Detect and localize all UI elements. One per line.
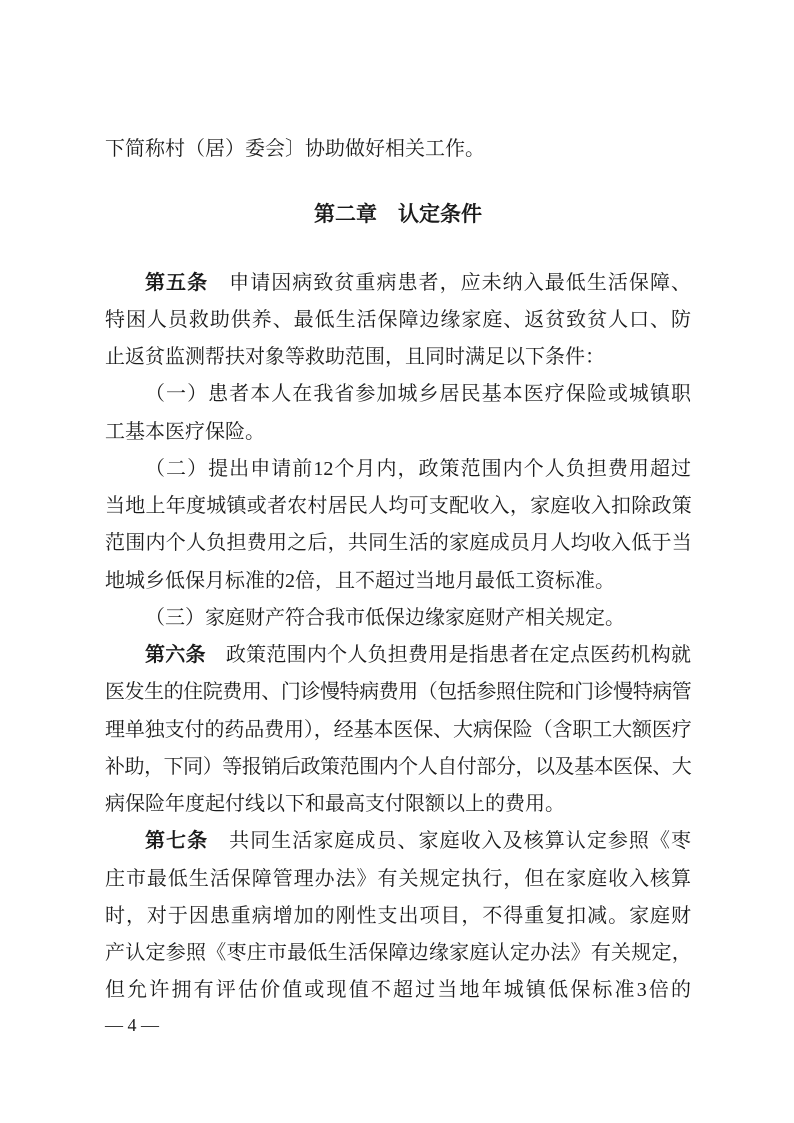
text-line-content: 共同生活家庭成员、家庭收入及核算认定参照《枣 xyxy=(228,830,692,853)
condition-item-2 xyxy=(105,451,691,600)
text-line: 理单独支付的药品费用），经基本医保、大病保险（含职工大额医疗 xyxy=(105,718,691,741)
continuation-line: 下简称村（居）委会〕协助做好相关工作。 xyxy=(105,138,485,160)
text-line: 病保险年度起付线以下和最高支付限额以上的费用。 xyxy=(105,793,565,815)
body-text xyxy=(105,131,691,1010)
text-line: 庄市最低生活保障管理办法》有关规定执行，但在家庭收入核算 xyxy=(105,867,691,890)
article-6 xyxy=(105,637,691,823)
text-line: 止返贫监测帮扶对象等救助范围，且同时满足以下条件： xyxy=(105,346,605,368)
chapter-heading: 第二章 认定条件 xyxy=(314,203,482,227)
text-line: 医发生的住院费用、门诊慢特病费用（包括参照住院和门诊慢特病管 xyxy=(105,681,691,704)
text-line: 时，对于因患重病增加的刚性支出项目，不得重复扣减。家庭财 xyxy=(105,904,691,927)
text-line: 地城乡低保月标准的2倍，且不超过当地月最低工资标准。 xyxy=(105,569,615,592)
text-line: 工基本医疗保险。 xyxy=(105,420,265,443)
text-line: （一）患者本人在我省参加城乡居民基本医疗保险或城镇职 xyxy=(145,383,691,406)
article-label: 第七条 xyxy=(145,830,209,853)
text-line: 补助，下同）等报销后政策范围内个人自付部分，以及基本医保、大 xyxy=(105,755,691,778)
condition-item-3 xyxy=(105,600,691,637)
text-line-content: 申请因病致贫重病患者，应未纳入最低生活保障、 xyxy=(228,271,692,294)
condition-item-1 xyxy=(105,376,691,451)
page-number: — 4 — xyxy=(105,1015,159,1035)
text-line: （二）提出申请前12个月内，政策范围内个人负担费用超过 xyxy=(145,457,691,480)
text-line: 当地上年度城镇或者农村居民人均可支配收入，家庭收入扣除政策 xyxy=(105,495,691,517)
article-label: 第五条 xyxy=(145,271,209,294)
text-line: 特困人员救助供养、最低生活保障边缘家庭、返贫致贫人口、防 xyxy=(105,308,691,331)
article-5 xyxy=(105,265,691,638)
text-line: 范围内个人负担费用之后，共同生活的家庭成员月人均收入低于当 xyxy=(105,532,691,555)
text-line: （三）家庭财产符合我市低保边缘家庭财产相关规定。 xyxy=(145,606,625,629)
text-line xyxy=(105,823,691,860)
text-line xyxy=(105,637,691,674)
article-7 xyxy=(105,823,691,1009)
text-line: 产认定参照《枣庄市最低生活保障边缘家庭认定办法》有关规定， xyxy=(105,942,691,964)
articles xyxy=(105,265,691,1010)
article-label: 第六条 xyxy=(145,644,206,666)
text-line: 但允许拥有评估价值或现值不超过当地年城镇低保标准3倍的 xyxy=(105,979,691,1002)
text-line-content: 政策范围内个人负担费用是指患者在定点医药机构就 xyxy=(225,644,692,666)
text-line xyxy=(105,265,691,302)
